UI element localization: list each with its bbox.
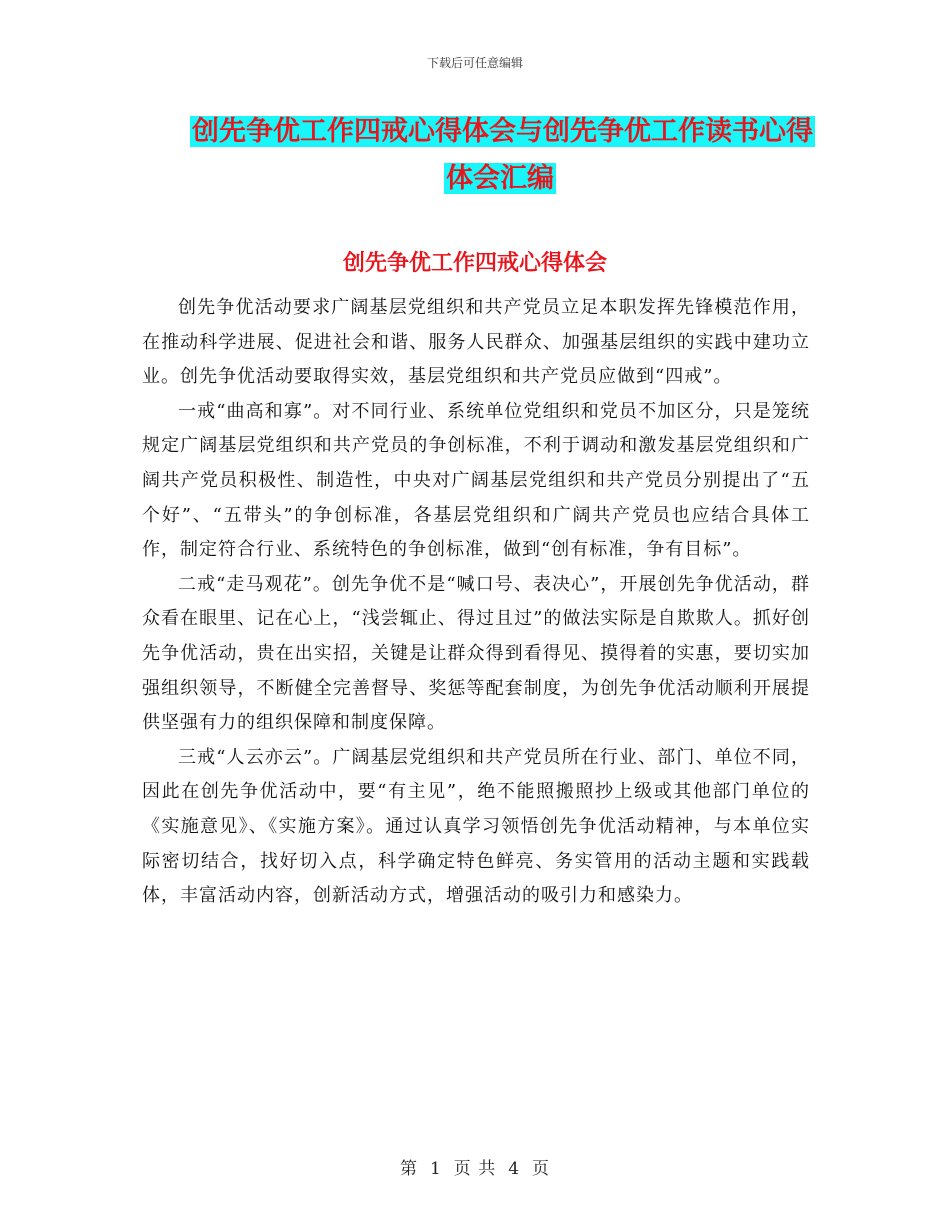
title-line-1 [190,108,813,155]
title-line-2-text: 体会汇编 [446,163,554,194]
footer-middle: 页 共 [453,1159,497,1179]
body-text [142,291,810,914]
header-note: 下载后可任意编辑 [426,56,523,70]
paragraph-third-caution: 三戒“人云亦云”。广阔基层党组织和共产党员所在行业、部门、单位不同，因此在创先争优活动中，要“有主见”，绝不能照搬照抄上级或其他部门单位的《实施意见》、《实施方案》。通过认真学习领悟创先争优活动精神，与本单位实际密切结合，找好切入点，科学确定特色鲜亮、务实管用的活动主题和实践载体，丰富活动内容，创新活动方式，增强活动的吸引力和感染力。 [142,746,810,907]
footer-prefix: 第 [399,1159,418,1179]
page-footer [0,1154,950,1179]
paragraph-first-caution: 一戒“曲高和寡”。对不同行业、系统单位党组织和党员不加区分，只是笼统规定广阔基层党组织和共产党员的争创标准，不利于调动和激发基层党组织和广阔共产党员积极性、制造性，中央对广阔基层党组织和共产党员分别提出了“五个好”、“五带头”的争创标准，各基层党组织和广阔共产党员也应结合具体工作，制定符合行业、系统特色的争创标准，做到“创有标准，争有目标”。 [142,400,810,561]
footer-page-number: 1 [429,1159,442,1179]
title-line-2 [190,155,810,202]
paragraph-intro: 创先争优活动要求广阔基层党组织和共产党员立足本职发挥先锋模范作用，在推动科学进展、促进社会和谐、服务人民群众、加强基层组织的实践中建功立业。创先争优活动要取得实效，基层党组织和共产党员应做到“四戒”。 [142,297,810,388]
paragraph-second-caution: 二戒“走马观花”。创先争优不是“喊口号、表决心”，开展创先争优活动，群众看在眼里、记在心上，“浅尝辄止、得过且过”的做法实际是自欺欺人。抓好创先争优活动，贵在出实招，关键是让群众得到看得见、摸得着的实惠，要切实加强组织领导，不断健全完善督导、奖惩等配套制度，为创先争优活动顺利开展提供坚强有力的组织保障和制度保障。 [142,573,810,734]
document-title [190,108,813,202]
footer-suffix: 页 [532,1159,551,1179]
title-line-1-text: 创先争优工作四戒心得体会与创先争优工作读书心得 [192,116,813,147]
footer-total-pages: 4 [508,1159,521,1179]
section-title: 创先争优工作四戒心得体会 [342,251,607,276]
